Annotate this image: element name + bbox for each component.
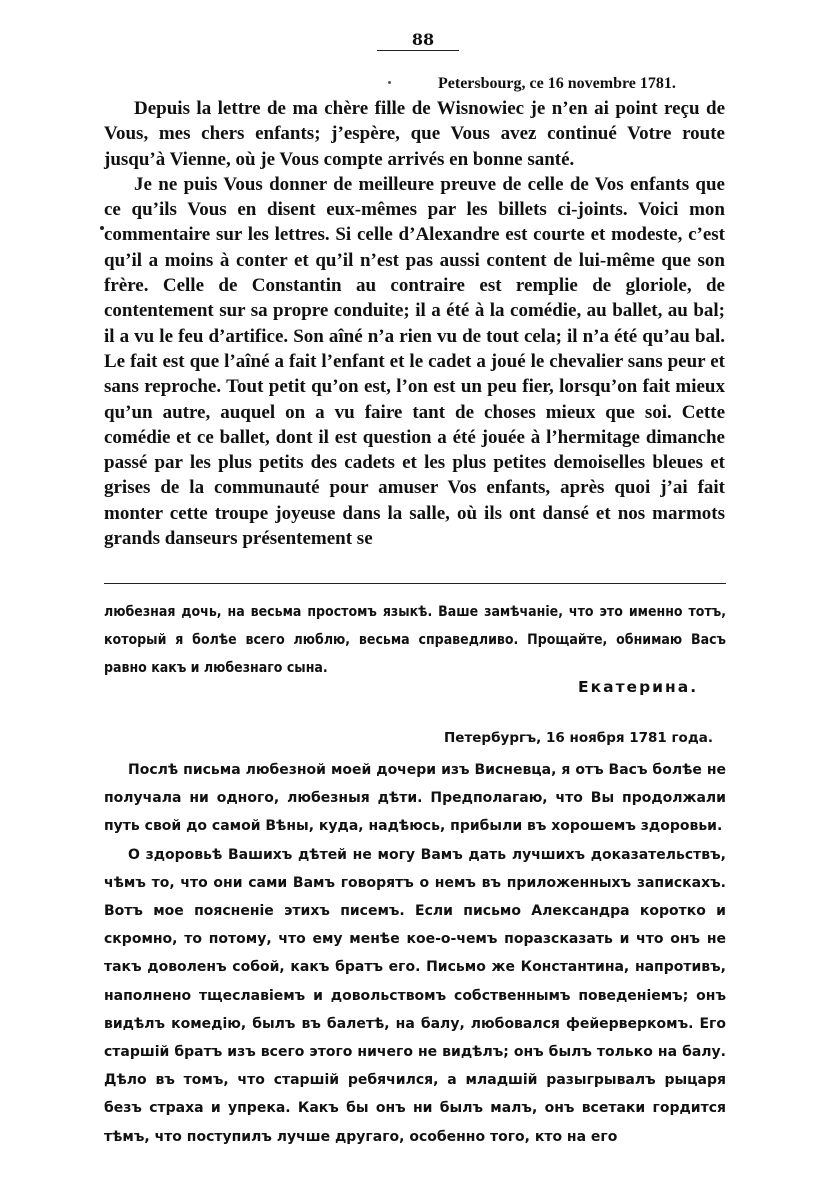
russian-dateline: Петербургъ, 16 ноября 1781 года. (444, 730, 713, 746)
russian-continuation-text: любезная дочь, на весьма простомъ языкѣ. Ваше замѣчаніе, что это именно тотъ, который я болѣе всего люблю, весьма справедливо. Прощайте, обнимаю Васъ равно какъ и любезнаго сына. (104, 604, 726, 676)
signature: Екатерина. (578, 678, 699, 696)
margin-mark (100, 226, 104, 230)
russian-letter-body (104, 756, 726, 1151)
russian-paragraph-2: О здоровьѣ Вашихъ дѣтей не могу Вамъ дать лучшихъ доказательствъ, чѣмъ то, что они сами Вамъ говорятъ о немъ въ приложенныхъ запискахъ. Вотъ мое поясненіе этихъ писемъ. Если письмо Александра коротко и скромно, то потому, что ему менѣе кое-о-чемъ поразсказать и что онъ не такъ доволенъ собой, какъ братъ его. Письмо же Константина, напротивъ, наполнено тщеславіемъ и довольствомъ собственнымъ поведеніемъ; онъ видѣлъ комедію, былъ въ балетѣ, на балу, любовался фейерверкомъ. Его старшій братъ изъ всего этого ничего не видѣлъ; онъ былъ только на балу. Дѣло въ томъ, что старшій ребячился, а младшій разыгрывалъ рыцаря безъ страха и упрека. Какъ бы онъ ни былъ малъ, онъ всетаки гордится тѣмъ, что поступилъ лучше другаго, особенно того, кто на его (104, 846, 726, 1145)
french-paragraph-1: Depuis la lettre de ma chère fille de Wisnowiec je n’en ai point reçu de Vous, mes chers enfants; j’espère, que Vous avez continué Votre route jusqu’à Vienne, où je Vous compte arrivés en bonne santé. (104, 98, 725, 170)
french-paragraph-2: Je ne puis Vous donner de meilleure preuve de celle de Vos enfants que ce qu’ils Vous en disent eux-mêmes par les billets ci-joints. Voici mon commentaire sur les lettres. Si celle d’Alexandre est courte et modeste, c’est qu’il a moins à conter et qu’il n’est pas aussi content de lui-même que son frère. Celle de Constantin au contraire est remplie de gloriole, de contentement sur sa propre conduite; il a été à la comédie, au ballet, au bal; il a vu le feu d’artifice. Son aîné n’a rien vu de tout cela; il n’a été qu’au bal. Le fait est que l’aîné a fait l’enfant et le cadet a joué le chevalier sans peur et sans reproche. Tout petit qu’on est, l’on est un peu fier, lorsqu’on fait mieux qu’un autre, auquel on a vu faire tant de choses mieux que soi. Cette comédie et ce ballet, dont il est question a été jouée à l’hermitage dimanche passé par les plus petits des cadets et les plus petites demoiselles bleues et grises de la communauté pour amuser Vos enfants, après quoi j’ai fait monter cette troupe joyeuse dans la salle, où ils ont dansé et nos marmots grands danseurs présentement se (104, 173, 725, 550)
russian-paragraph-1: Послѣ письма любезной моей дочери изъ Висневца, я отъ Васъ болѣе не получала ни одного, любезныя дѣти. Предполагаю, что Вы продолжали путь свой до самой Вѣны, куда, надѣюсь, прибыли въ хорошемъ здоровьи. (104, 762, 726, 835)
french-letter-body (104, 96, 725, 551)
page-number-rule (377, 50, 459, 51)
french-dateline: Petersbourg, ce 16 novembre 1781. (438, 75, 676, 92)
russian-continuation (104, 598, 726, 682)
page-number: 88 (411, 30, 435, 49)
footnote-divider (104, 583, 726, 584)
print-speck (388, 81, 391, 84)
